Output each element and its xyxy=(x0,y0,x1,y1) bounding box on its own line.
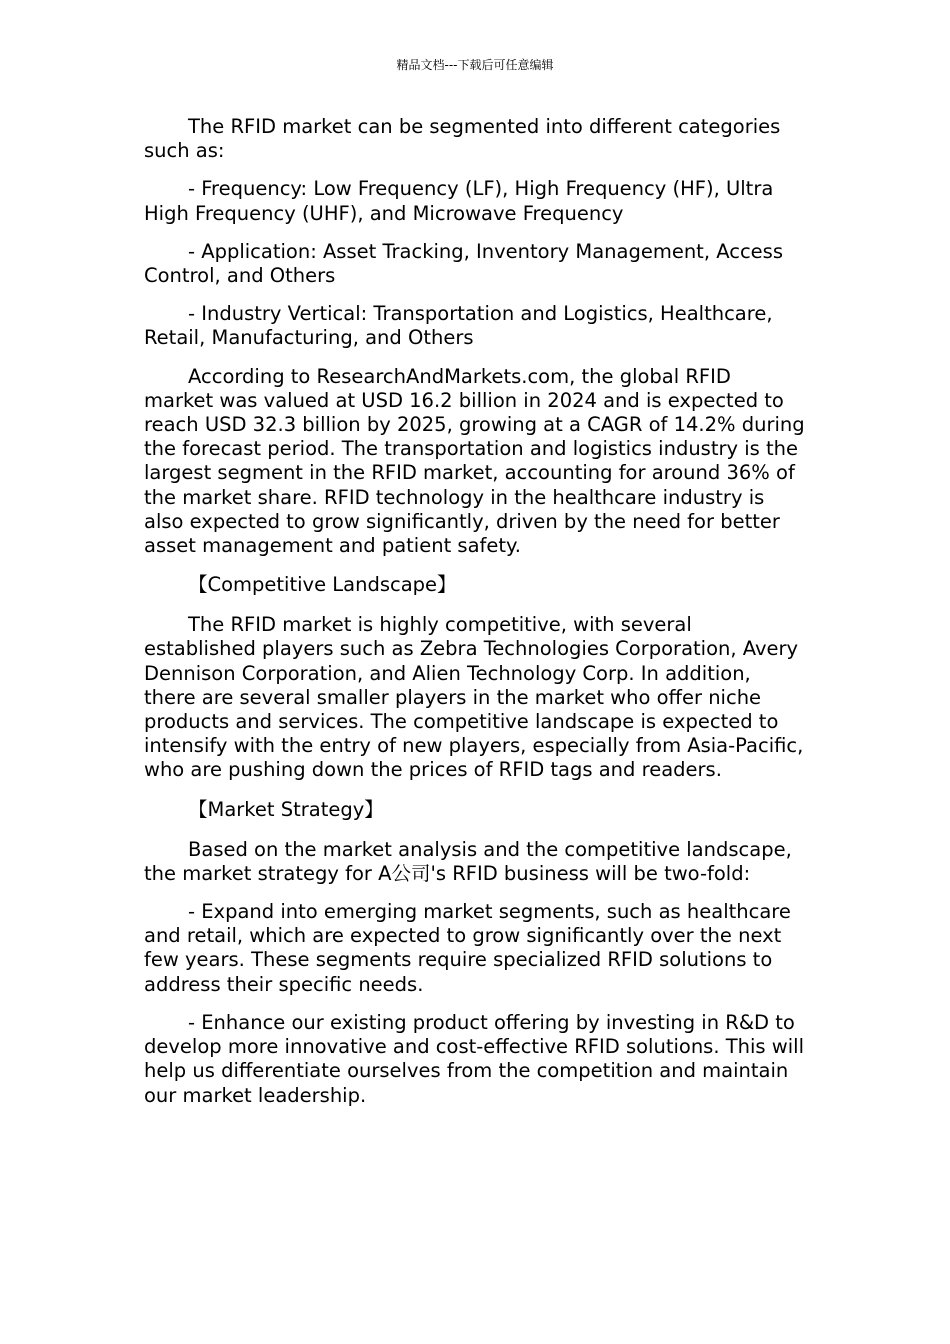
paragraph-strategy-intro: Based on the market analysis and the competitive landscape, the market strategy for A公司's RFID business will be two-fold: xyxy=(144,837,792,885)
section-heading-competitive-landscape: 【Competitive Landscape】 xyxy=(188,573,457,597)
list-item-enhance-offering: - Enhance our existing product offering by investing in R&D to develop more innovative and cost-effective RFID solutions. This will help us differentiate ourselves from the competition and maintain our market leadership. xyxy=(144,1010,804,1107)
page-header: 精品文档---下载后可任意编辑 xyxy=(396,58,554,72)
section-heading-market-strategy: 【Market Strategy】 xyxy=(188,797,384,821)
paragraph-competitive-landscape: The RFID market is highly competitive, with several established players such as Zebra Technologies Corporation, Avery Dennison Corporation, and Alien Technology Corp. In addition, there are several smaller players in the market who offer niche products and services. The competitive landscape is expected to intensify with the entry of new players, especially from Asia-Pacific, who are pushing down the prices of RFID tags and readers. xyxy=(144,613,804,782)
paragraph-segmentation-intro: The RFID market can be segmented into different categories such as: xyxy=(144,115,781,163)
list-item-industry-vertical: - Industry Vertical: Transportation and Logistics, Healthcare, Retail, Manufacturing, and Others xyxy=(144,302,773,350)
paragraph-market-size: According to ResearchAndMarkets.com, the global RFID market was valued at USD 16.2 billion in 2024 and is expected to reach USD 32.3 billion by 2025, growing at a CAGR of 14.2% during the forecast period. The transportation and logistics industry is the largest segment in the RFID market, accounting for around 36% of the market share. RFID technology in the healthcare industry is also expected to grow significantly, driven by the need for better asset management and patient safety. xyxy=(144,364,805,558)
list-item-frequency: - Frequency: Low Frequency (LF), High Frequency (HF), Ultra High Frequency (UHF), and Microwave Frequency xyxy=(144,177,774,225)
list-item-expand-segments: - Expand into emerging market segments, such as healthcare and retail, which are expected to grow significantly over the next few years. These segments require specialized RFID solutions to address their specific needs. xyxy=(144,900,791,996)
document-body xyxy=(144,115,806,1122)
list-item-application: - Application: Asset Tracking, Inventory Management, Access Control, and Others xyxy=(144,239,783,288)
